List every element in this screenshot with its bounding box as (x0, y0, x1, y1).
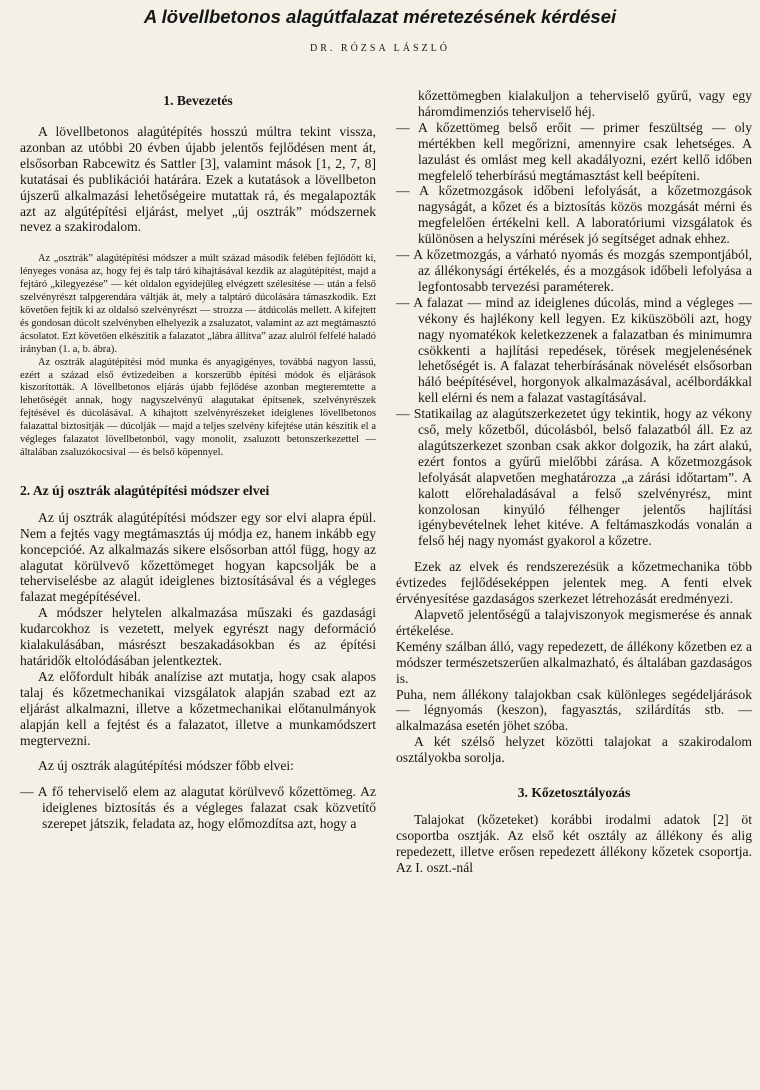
section-heading-rock-classification: 3. Kőzetosztályozás (517, 785, 631, 801)
paragraph: Kemény szálban álló, vagy repedezett, de állékony kőzetben ez a módszer természetszerűen alkalmazható, és általában gazdaságos is. (396, 638, 752, 686)
section-heading-introduction: 1. Bevezetés (163, 93, 233, 108)
paragraph: Ezek az elvek és rendszerezésük a kőzetmechanika több évtizedes fejlődéseképpen jelentek meg. A fenti elvek érvényesítése gazdaságos szerkezet létrehozását eredményezi. (396, 559, 752, 607)
paragraph: Az új osztrák alagútépítési módszer főbb elvei: (38, 758, 294, 774)
paragraph: A két szélső helyzet közötti talajokat a szakirodalom osztályokba sorolja. (396, 734, 752, 766)
author-line: DR. RÓZSA LÁSZLÓ (310, 43, 450, 54)
list-item: — A kőzettömeg belső erőit — primer feszültség — oly mértékben kell megőrizni, amennyire csak lehetséges. A lazulást és omlást meg kell akadályozni, ezért kellő időben megfelelő teherbírású megtámasztást kell beépíteni. (396, 119, 752, 183)
list-item-continued: kőzettömegben kialakuljon a teherviselő gyűrű, vagy egy háromdimenziós teherviselő héj. (418, 88, 752, 119)
list-item: — A kőzetmozgás, a várható nyomás és mozgás szempontjából, az állékonysági értékelés, és a mozgások időbeli lefolyása a legfontosabb tervezési paraméterek. (396, 247, 752, 294)
paragraph: Puha, nem állékony talajokban csak különleges segédeljárások — légnyomás (keszon), fagyasztás, szilárdítás stb. — alkalmazása esetén jöhet szóba. (396, 686, 752, 734)
paragraph: A módszer helytelen alkalmazása műszaki és gazdasági kudarcokhoz is vezetett, melyek egyrészt nagy deformáció kialakulásában, másrészt beszakadásokban és az építési határidők eltolódásában jelentkeztek. (20, 605, 376, 668)
list-item: — A falazat — mind az ideiglenes dúcolás, mind a végleges — vékony és hajlékony kell legyen. Ez kiküszöböli azt, hogy nagy nyomatékok keletkezzenek a falazatban és minimumra csökkenti a hajlítási repedések, törések megjelenésének lehetőségét is. A falazat teherbírásának növelését elsősorban háló beépítésével, horgonyok alkalmazásával, acélbordákkal kell elérni és nem a falazat vastagításával. (396, 294, 752, 406)
right-column (396, 88, 752, 1086)
paragraph: A lövellbetonos alagútépítés hosszú múltra tekint vissza, azonban az utóbbi 20 évben újabb jelentős fejlődésen ment át, elsősorban Rabcewitz és Sattler [3], valamint mások [1, 2, 7, 8] kutatásai és publikációi határára. Ezek a kutatások a lövellbeton újszerű alkalmazási lehetőségeire mutattak rá, és megalapozták azt az algútépítési eljárást, melyet „új osztrák” módszernek nevez a szakirodalom. (20, 124, 376, 235)
list-item: — A fő teherviselő elem az alagutat körülvevő kőzettömeg. Az ideiglenes biztosítás és a végleges falazat csak közvetítő szerepet játszik, feladata az, hogy előmozdítsa azt, hogy a (20, 784, 376, 832)
article-title: A lövellbetonos alagútfalazat méretezésének kérdései (143, 6, 617, 27)
small-print-paragraph: Az osztrák alagútépítési mód munka és anyagigényes, továbbá nagyon lassú, ezért a század első évtizedeiben a korszerűbb építési módok és eljárások kiszorították. A lövellbetonos eljárás újabb fejlődése azonban megteremtette a lehetőségét annak, hogy nagyszelvényű alagutakat építsenek, szelvényrészek fejtésével és dúcolásával. A kihajtott szelvényrészeket ideiglenes lövellbetonos falazattal biztosítják — dúcolják — majd a teljes szelvény kifejtése után készítik el a végleges falazatot lövellbetonból, vagy monolit, zsaluzott betonszerkezettel — általában zsaluzókocsival — és belső köpennyel. (20, 356, 376, 458)
list-item: — Statikailag az alagútszerkezetet úgy tekintik, hogy az vékony cső, mely kőzetből, dúcolásból, belső falazatból áll. Ez az alagútszerkezet szonban csak akkor dolgozik, ha zárt alakú, ezért fontos a gyűrű mielőbbi zárása. A kőzetmozgások lefolyását alapvetően meghatározza „a zárási időtartam”. A kalott előrehaladásával a felső szelvényrész, mint konzolosan kinyúló félhenger jelentős hajlítási igénybevételnek lehet kitéve. A feltámaszkodás vonalán a felső héj nagy nyomást gyakorol a kőzetre. (396, 406, 752, 549)
section-heading-principles: 2. Az új osztrák alagútépítési módszer elvei (20, 482, 270, 498)
paragraph: Talajokat (kőzeteket) korábbi irodalmi adatok [2] öt csoportba osztják. Az első két osztály az állékony és alig repedezett, illetve erősen repedezett állékony kőzetek csoportja. Az I. oszt.-nál (396, 812, 752, 875)
left-column (20, 88, 376, 1086)
paragraph: Alapvető jelentőségű a talajviszonyok megismerése és annak értékelése. (396, 607, 752, 638)
paragraph: Az előfordult hibák analízise azt mutatja, hogy csak alapos talaj és kőzetmechanikai vizsgálatok alapján szabad ezt az eljárást alkalmazni, illetve a kőzetmechanikai előtanulmányok alapján kell a fejtést és a falazatot, illetve a munkamódszert megtervezni. (20, 668, 376, 748)
small-print-paragraph: Az „osztrák” alagútépítési módszer a múlt század második felében fejlődött ki, lényeges vonása az, hogy fej és talp táró kihajtásával kezdik az alagútépítést, majd a fejtáró „kilegyezése” — két oldalon egyidejűleg elvégzett szélesítése — után a felső szelvényrészt talpgerendára váltják át, mely a talptáró dúcolására támaszkodik. Ezt követően fejtik ki az oldalsó szelvényrészt — strozza — átdúcolás mellett. A kifejtett és gondosan dúcolt szelvényben elhelyezik a zsaluzatot, valamint az azt megtámasztó ácsolatot. Ezt követően elkészítik a falazatot „lábra állítva” azaz alulról felfelé haladó irányban (1. a, b. ábra). (20, 253, 376, 355)
list-item: — A kőzetmozgások időbeni lefolyását, a kőzetmozgások nagyságát, a kőzet és a biztosítás közös mozgását mérni és megfelelően értékelni kell. A laboratóriumi vizsgálatok és különösen a helyszíni mérések jó segítséget adnak ehhez. (396, 183, 752, 247)
paragraph: Az új osztrák alagútépítési módszer egy sor elvi alapra épül. Nem a fejtés vagy megtámasztás új módja ez, hanem inkább egy koncepcióé. Az alkalmazás sikere elsősorban attól függ, hogy az alagutat körülvevő kőzettömeget hogyan kapcsolják be a teherviselésbe az alagút ideiglenes biztosításával és a végleges falazat megépítésével. (20, 509, 376, 605)
